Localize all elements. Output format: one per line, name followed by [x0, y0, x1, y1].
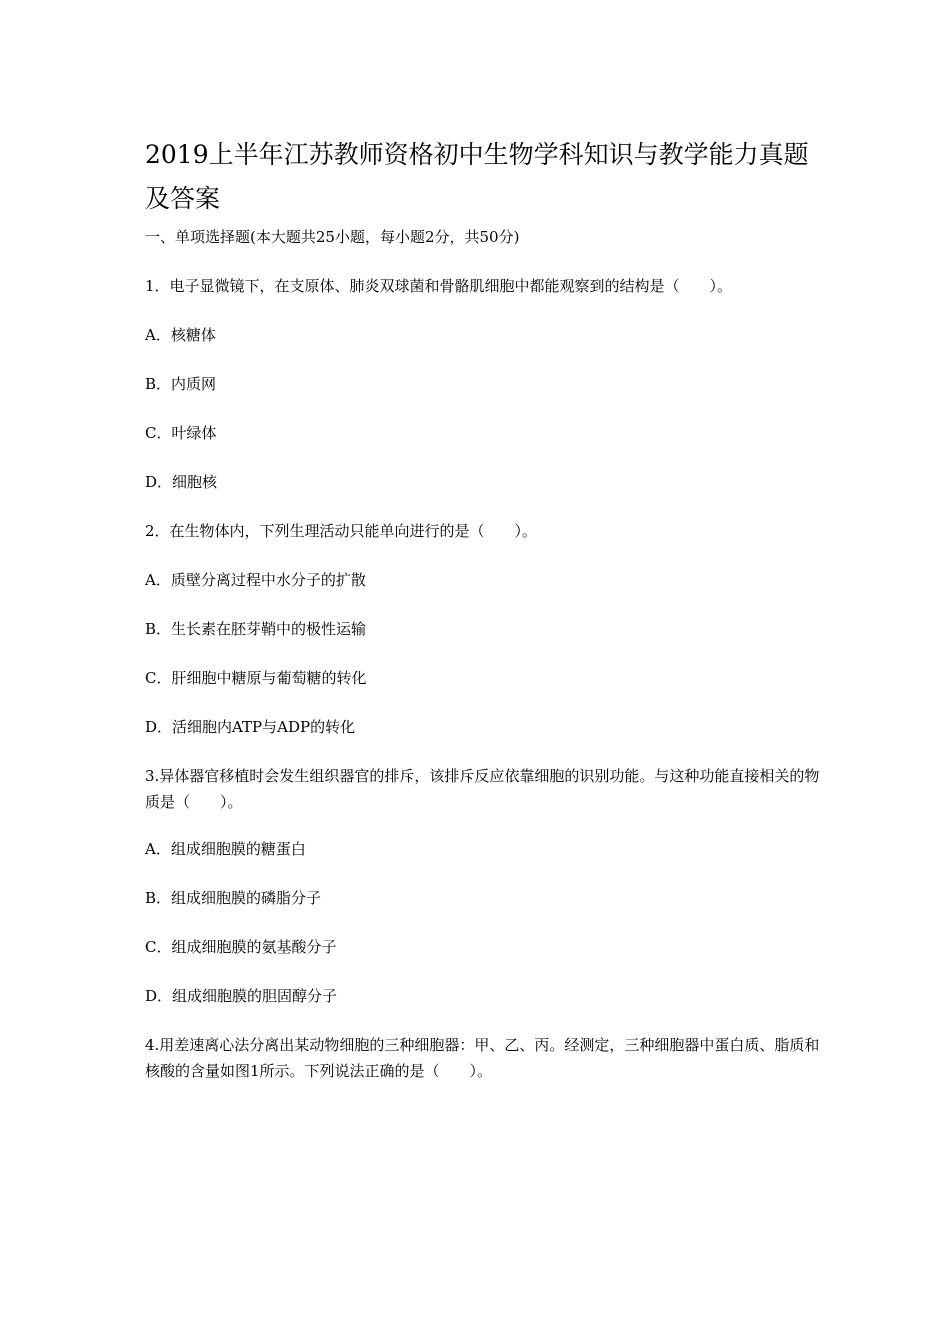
- question-2-option-b: B．生长素在胚芽鞘中的极性运输: [145, 620, 367, 638]
- question-2-stem: 2．在生物体内，下列生理活动只能单向进行的是（ ）。: [145, 522, 538, 540]
- question-1-option-a: A．核糖体: [145, 326, 216, 344]
- question-3-option-b: B．组成细胞膜的磷脂分子: [145, 889, 322, 907]
- question-3-stem: 3.异体器官移植时会发生组织器官的排斥，该排斥反应依靠细胞的识别功能。与这种功能直接相关的物质是（ ）。: [145, 767, 820, 811]
- document-title: 2019上半年江苏教师资格初中生物学科知识与教学能力真题及答案: [145, 140, 809, 213]
- question-1-option-b: B．内质网: [145, 375, 217, 393]
- question-4-stem: 4.用差速离心法分离出某动物细胞的三种细胞器：甲、乙、丙。经测定，三种细胞器中蛋白质、脂质和核酸的含量如图1所示。下列说法正确的是（ ）。: [145, 1036, 820, 1080]
- question-2-option-d: D．活细胞内ATP与ADP的转化: [145, 718, 356, 736]
- section-heading: 一、单项选择题(本大题共25小题，每小题2分，共50分): [145, 228, 520, 246]
- question-1-stem: 1．电子显微镜下，在支原体、肺炎双球菌和骨骼肌细胞中都能观察到的结构是（ ）。: [145, 277, 733, 295]
- question-1-option-d: D．细胞核: [145, 473, 218, 491]
- question-3-option-a: A．组成细胞膜的糖蛋白: [145, 840, 306, 858]
- question-2-option-c: C．肝细胞中糖原与葡萄糖的转化: [145, 669, 367, 687]
- question-3-option-c: C．组成细胞膜的氨基酸分子: [145, 938, 337, 956]
- question-3-option-d: D．组成细胞膜的胆固醇分子: [145, 987, 338, 1005]
- question-2-option-a: A．质壁分离过程中水分子的扩散: [145, 571, 366, 589]
- question-1-option-c: C．叶绿体: [145, 424, 217, 442]
